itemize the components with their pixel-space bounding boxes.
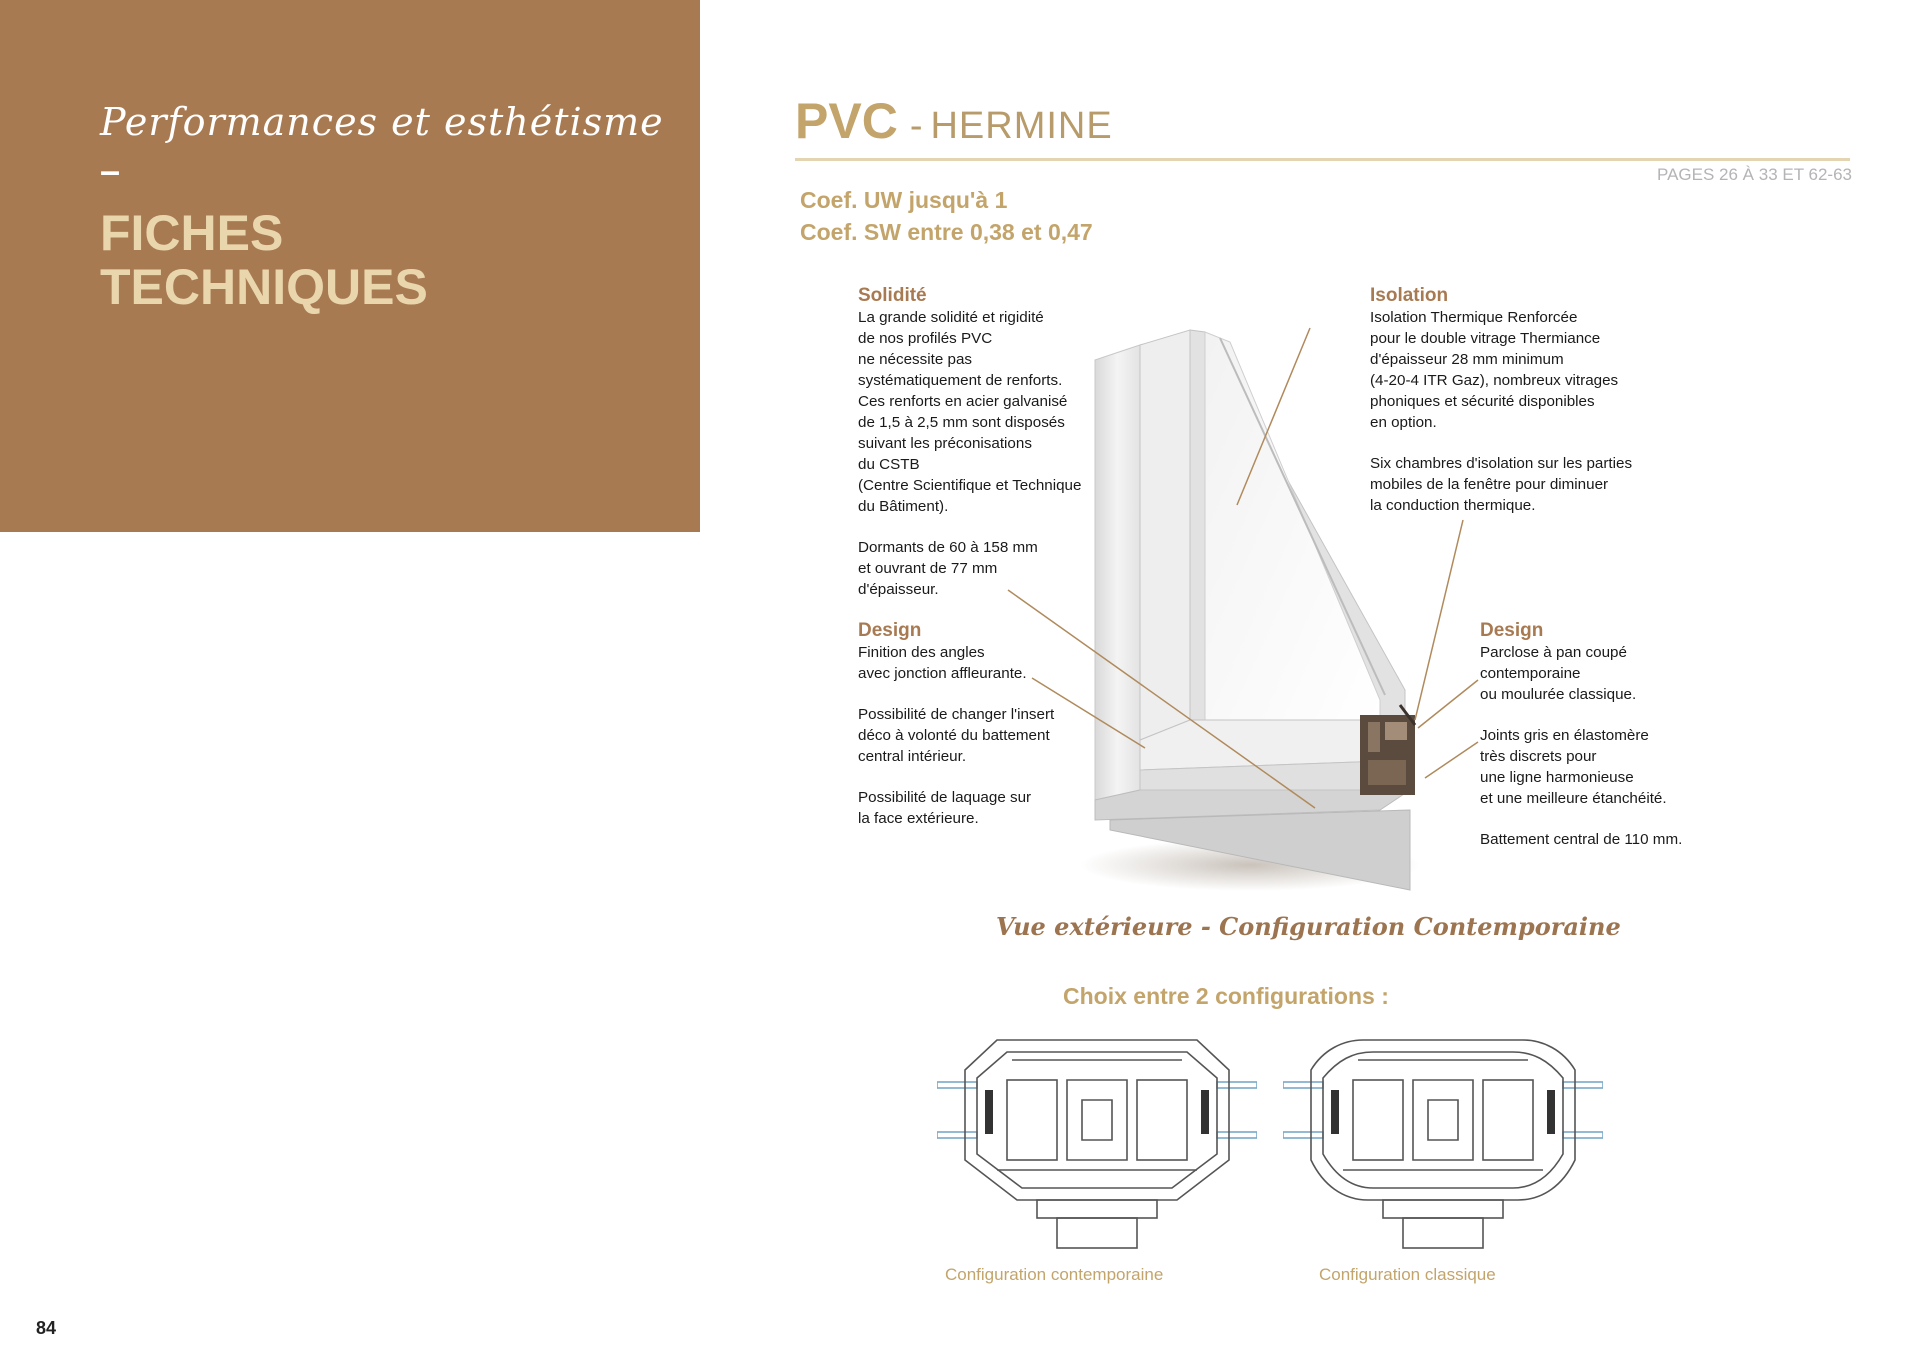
text-line: du CSTB — [858, 456, 920, 473]
text-line: d'épaisseur. — [858, 581, 939, 598]
text-line: phoniques et sécurité disponibles — [1370, 393, 1595, 410]
page-number: 84 — [36, 1318, 57, 1338]
panel-tagline: Performances et esthétisme — [100, 100, 664, 144]
design-left-heading: Design — [858, 620, 922, 641]
text-line: (4-20-4 ITR Gaz), nombreux vitrages — [1370, 372, 1619, 389]
text-line: systématiquement de renforts. — [858, 372, 1063, 389]
text-line: Parclose à pan coupé — [1480, 644, 1627, 661]
config-label-contemporaine: Configuration contemporaine — [945, 1265, 1164, 1284]
design-right-heading: Design — [1480, 620, 1544, 641]
text-line: et une meilleure étanchéité. — [1480, 790, 1667, 807]
text-line: la face extérieure. — [858, 810, 979, 827]
product-title-material: PVC — [795, 93, 898, 149]
text-line: Possibilité de changer l'insert — [858, 706, 1055, 723]
callout-line-joints — [1425, 742, 1478, 778]
text-line: suivant les préconisations — [858, 435, 1032, 452]
text-line: déco à volonté du battement — [858, 727, 1050, 744]
text-line: Finition des angles — [858, 644, 985, 661]
text-line: Possibilité de laquage sur — [858, 789, 1032, 806]
callout-line-chambers — [1415, 520, 1463, 720]
text-line: avec jonction affleurante. — [858, 665, 1027, 682]
text-line: la conduction thermique. — [1370, 497, 1536, 514]
callout-line-parclose — [1418, 680, 1478, 728]
text-line: ou moulurée classique. — [1480, 686, 1637, 703]
text-line: pour le double vitrage Thermiance — [1370, 330, 1601, 347]
section-title-line-2: TECHNIQUES — [100, 259, 428, 315]
text-line: Battement central de 110 mm. — [1480, 831, 1683, 848]
callout-line-dormants — [1008, 590, 1315, 808]
text-line: une ligne harmonieuse — [1480, 769, 1634, 786]
callout-line-angles — [1032, 678, 1145, 748]
view-caption: Vue extérieure - Configuration Contemporaine — [996, 912, 1621, 941]
text-line: contemporaine — [1480, 665, 1581, 682]
text-line: très discrets pour — [1480, 748, 1597, 765]
solidite-heading: Solidité — [858, 285, 927, 306]
text-line: et ouvrant de 77 mm — [858, 560, 998, 577]
text-line: de nos profilés PVC — [858, 330, 993, 347]
coef-sw: Coef. SW entre 0,38 et 0,47 — [800, 219, 1093, 245]
text-line: d'épaisseur 28 mm minimum — [1370, 351, 1564, 368]
isolation-heading: Isolation — [1370, 285, 1449, 306]
text-line: Isolation Thermique Renforcée — [1370, 309, 1578, 326]
text-line: mobiles de la fenêtre pour diminuer — [1370, 476, 1609, 493]
text-line: du Bâtiment). — [858, 498, 949, 515]
text-line: (Centre Scientifique et Technique — [858, 477, 1082, 494]
coef-uw: Coef. UW jusqu'à 1 — [800, 187, 1008, 213]
text-line: Dormants de 60 à 158 mm — [858, 539, 1038, 556]
contemporary-section-drawing — [937, 1020, 1257, 1260]
classic-section-drawing — [1283, 1020, 1603, 1260]
product-title-separator: - — [909, 105, 923, 147]
panel-dash: – — [100, 150, 121, 191]
text-line: de 1,5 à 2,5 mm sont disposés — [858, 414, 1065, 431]
text-line: Joints gris en élastomère — [1480, 727, 1649, 744]
text-line: ne nécessite pas — [858, 351, 972, 368]
callout-line-isolation — [1237, 328, 1310, 505]
section-title-line-1: FICHES — [100, 205, 284, 261]
config-label-classique: Configuration classique — [1319, 1265, 1496, 1284]
configurations-heading: Choix entre 2 configurations : — [1063, 983, 1389, 1009]
product-title-model: HERMINE — [930, 105, 1113, 147]
text-line: La grande solidité et rigidité — [858, 309, 1044, 326]
text-line: Ces renforts en acier galvanisé — [858, 393, 1068, 410]
text-line: Six chambres d'isolation sur les parties — [1370, 455, 1633, 472]
text-line: central intérieur. — [858, 748, 967, 765]
pages-reference: PAGES 26 À 33 ET 62-63 — [1657, 165, 1852, 184]
text-line: en option. — [1370, 414, 1437, 431]
